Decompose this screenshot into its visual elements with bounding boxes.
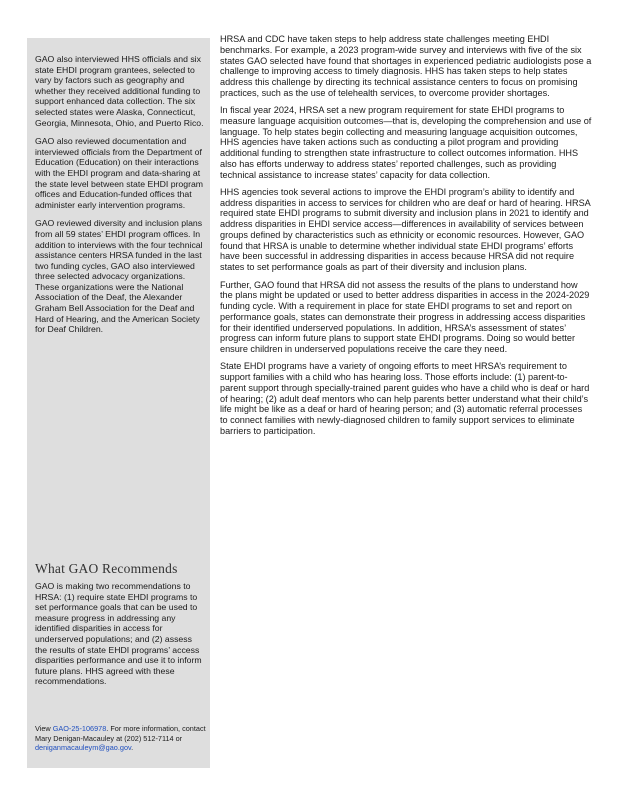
recommendations-text: GAO is making two recommendations to HRSA: (1) require state EHDI programs to set performance goals that can be used to measure progress in addressing any identified disparities in access for underserved populations; and (2) assess the results of state EHDI programs’ access disparities performance and use it to inform future plans. HHS agreed with these recommendations. [35, 581, 202, 687]
sidebar-methodology [35, 54, 205, 343]
contact-prefix: View [35, 724, 53, 733]
sidebar-paragraph: GAO reviewed diversity and inclusion plans from all 59 states’ EHDI program offices. In addition to interviews with the four technical assistance centers HRSA funded in the last two funding cycles, GAO also interviewed three selected advocacy organizations. These organizations were the National Association of the Deaf, the Alexander Graham Bell Association for the Deaf and Hard of Hearing, and the American Society for Deaf Children. [35, 218, 203, 335]
sidebar-panel [27, 38, 210, 768]
report-link[interactable]: GAO-25-106978 [52, 724, 107, 733]
contact-middle: . For more information, contact Mary Denigan-Macauley at (202) 512-7114 or [35, 724, 206, 743]
contact-suffix: . [131, 743, 134, 753]
body-paragraph: HRSA and CDC have taken steps to help address state challenges meeting EHDI benchmarks. For example, a 2023 program-wide survey and interviews with five of the six states GAO selected have found that shortages in experienced pediatric audiologists pose a challenge to improving access to timely diagnosis. HHS has taken steps to help states address this challenge by directing its technical assistance centers to focus on promising practices, such as the use of telehealth services, to overcome provider shortages. [220, 34, 592, 98]
recommendations-section [35, 561, 205, 695]
body-paragraph: In fiscal year 2024, HRSA set a new program requirement for state EHDI programs to measure language acquisition outcomes—that is, developing the comprehension and use of language. To help states begin collecting and measuring language acquisition outcomes, HHS agencies have taken actions such as conducting a pilot program and providing additional funding to strengthen state infrastructure to collect outcomes information. HHS also has efforts underway to address states’ reported challenges, such as providing technical assistance to increase states’ capacity for data collection. [220, 105, 592, 180]
sidebar-paragraph: GAO also reviewed documentation and interviewed officials from the Department of Education (Education) on their interactions with the EHDI program and data-sharing at the state level between state EHDI program offices and Education-funded offices that administer early intervention programs. [35, 136, 204, 210]
email-link[interactable]: deniganmacauleym@gao.gov [35, 743, 132, 753]
body-paragraph: HHS agencies took several actions to improve the EHDI program’s ability to identify and address disparities in access to services for children who are deaf or hard of hearing. HRSA required state EHDI programs to submit diversity and inclusion plans in 2021 to identify and address disparities in EHDI service access—differences in availability of services between groups defined by characteristics such as ethnicity or economic resources. However, GAO found that HRSA is unable to determine whether individual state EHDI programs’ efforts have been successful in addressing disparities in access because HRSA did not require states to set performance goals as part of their diversity and inclusion plans. [220, 186, 591, 273]
sidebar-paragraph: GAO also interviewed HHS officials and six state EHDI program grantees, selected to vary by factors such as geography and whether they received additional funding to support enhanced data collection. The six selected states were Alaska, Connecticut, Georgia, Minnesota, Ohio, and Puerto Rico. [35, 54, 204, 128]
recommendations-heading: What GAO Recommends [35, 561, 178, 576]
main-body [220, 34, 592, 443]
body-paragraph: State EHDI programs have a variety of ongoing efforts to meet HRSA’s requirement to support families with a child who has hearing loss. Those efforts include: (1) parent-to-parent support through specially-trained parent guides who have a child who is deaf or hard of hearing; (2) adult deaf mentors who can help parents better understand what their child’s life might be like as a deaf or hard of hearing person; and (3) automatic referral processes to connect families with newly-diagnosed children to family support services to eliminate barriers to participation. [220, 361, 590, 436]
contact-info [35, 724, 207, 753]
body-paragraph: Further, GAO found that HRSA did not assess the results of the plans to understand how the plans might be updated or used to better address disparities in access in the 2024-2029 funding cycle. With a requirement in place for state EHDI programs to set and report on performance goals, states can demonstrate their progress in addressing access disparities for their identified underserved populations. In addition, HRSA’s assessment of states’ progress can inform future plans to support state EHDI programs. Doing so would better ensure children in underserved populations receive the care they need. [220, 279, 590, 355]
